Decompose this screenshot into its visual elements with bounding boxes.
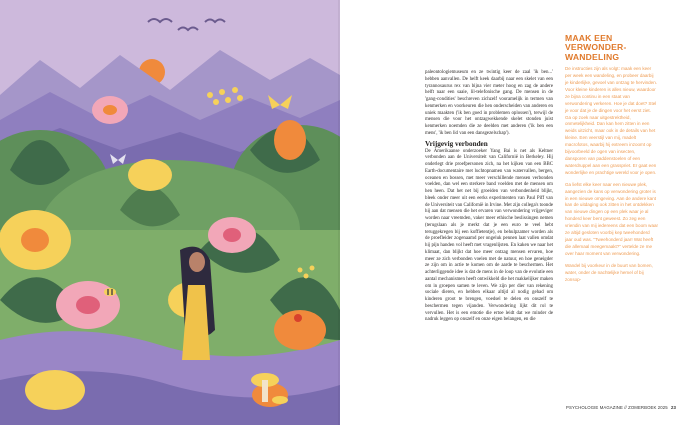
page-footer <box>560 405 676 410</box>
sidebar-title: MAAK EEN VERWONDER-WANDELING <box>565 33 627 62</box>
article-body: De Amerikaanse onderzoeker Yang Bai is net als Keltner verbonden aan de Universiteit van Californië in Berkeley. Hij onderlegt drie proefpersonen zich, na het kijken van een BBC Earth-documentaire met luchtopnamen van watervallen, bergen, oceanen en bossen, met meer verschillende mensen verbonden voelden, dan wel een sterkere band voelden met de mensen om hen heen. Dat het net bij groeiden van verbondenheid blijkt, bleek onder meer uit een eerks experimenten van Paul Piff van de Universiteit van Californië in Irvine. Met zijn collega's toonde hij aan dat mensen die het ervaren van verwondering vrijgeviger worden naar vreemden, vaker meer ethische beslissingen nemen (terugslaan als je merkt dat je een euro te veel hebt teruggekregen bij een koffietentje), en behulpzamer worden als de proefleider zogenaamd per ongeluk pennen laat vallen omdat hij pijn handen vol heeft met vragenlijsten. En kaken we naar het klimaat, dan blijkt dat hoe meer ontzag mensen ervaren, hoe meer ze zich verbonden voelen met de natuur, en hoe geneigder ze zijn om in actie te komen om de aarde te beschermen. Het achterliggende idee is dat de mens in de loop van de evolutie een aantal mechanismen heeft ontwikkeld die het makkelijker maken om in groepen samen te leven. We zijn per dier van rekening sociale dieren, en hebben elkaar altijd al nodig gehad om kinderen groot te brengen, voedsel te delen en onszelf te beschermen tegen vijanden. Verwondering lijkt dit rol te vervullen. Het is een emotie die ertoe leidt dat we minder de nadruk leggen op onszelf en onze eigen belangen, en die <box>425 148 553 323</box>
footer-text: PSYCHOLOGIE MAGAZINE // ZOMERBOEK 2025 <box>566 405 668 410</box>
page-number: 23 <box>671 405 676 410</box>
article-subheading: Vrijgevig verbonden <box>425 139 488 148</box>
sidebar-box <box>565 34 658 288</box>
sidebar-paragraph-2: Ga liefst elke keer naar een nieuwe plek, aangezien de kans op verwondering groter is in een nieuwe omgeving. Aan de andere kant kan de uitdaging ook zitten in het ontdekken van nieuwe dingen op een plek waar je al honderd keer bent geweest. Zo zeg een vriendin van mij iedereens dat een boom waar ze altijd gesloten voorbij kep tweehonderd jaar oud was. "Tweehonderd jaar! Wat heeft die allemaal meegemaakt?" vertelde ze me over haar moment van verwondering. <box>565 181 659 256</box>
sidebar-paragraph-3: Wandel bij voorkeur in de buurt van bomen, water, onder de nachtelijke hemel of bij zonsop- <box>565 262 653 282</box>
sidebar-paragraph-1: De instructies zijn als volgt: maak een keer per week een wandeling, en probeer daarbij je kinderlijke, gevoel van ontzag te hervinden. Voor kleine kinderen is alles nieuw, waardoor ze bijna continu in een staat van verwondering verkeren. Hoe je dat doet? Stel je voor dat je de dingen voor het eerst ziet. Ga op zoek naar uitgestrektheid, onmetelijkheid. Dan kan hem zitten in een weids uitzicht, maar ook in de details van het kleine. Een veerstijl van mij, madelt macrofotos, waarbij hij extreem inzoomt op bijvoorbeeld de ogen van insecten, dansporen van paddenstoelen of een waterdruppel aan een grasspriet. Er gaat een wonderlijke en prachtige wereld voor je open. <box>565 66 658 175</box>
article-column <box>425 70 553 324</box>
article-intro: paleontologiemuseum en ze twintig keer de zaal 'ik ben...' hebben aanvallen. De helft keek daarbij naar een skelet van een tyrannosaurus rex van bijna vier meter hoog en zag de andere helft naar een saaie, lil-telefonische gang. De mensen in de 'gang-condities' beschreven zichzelf vooramelijk in termen van kenmerken en voorkeuren die hen onderscheiden van anderen en uniek maakten ('ik ben goed in problemen oplossen'), terwijl de mensen die voor het ontzagwekkende skelet stonden juist kenmerken noemden die ze deelden met anderen ('ik ben een mens', 'ik ben lid van een dansgezelschap'). <box>425 70 553 136</box>
